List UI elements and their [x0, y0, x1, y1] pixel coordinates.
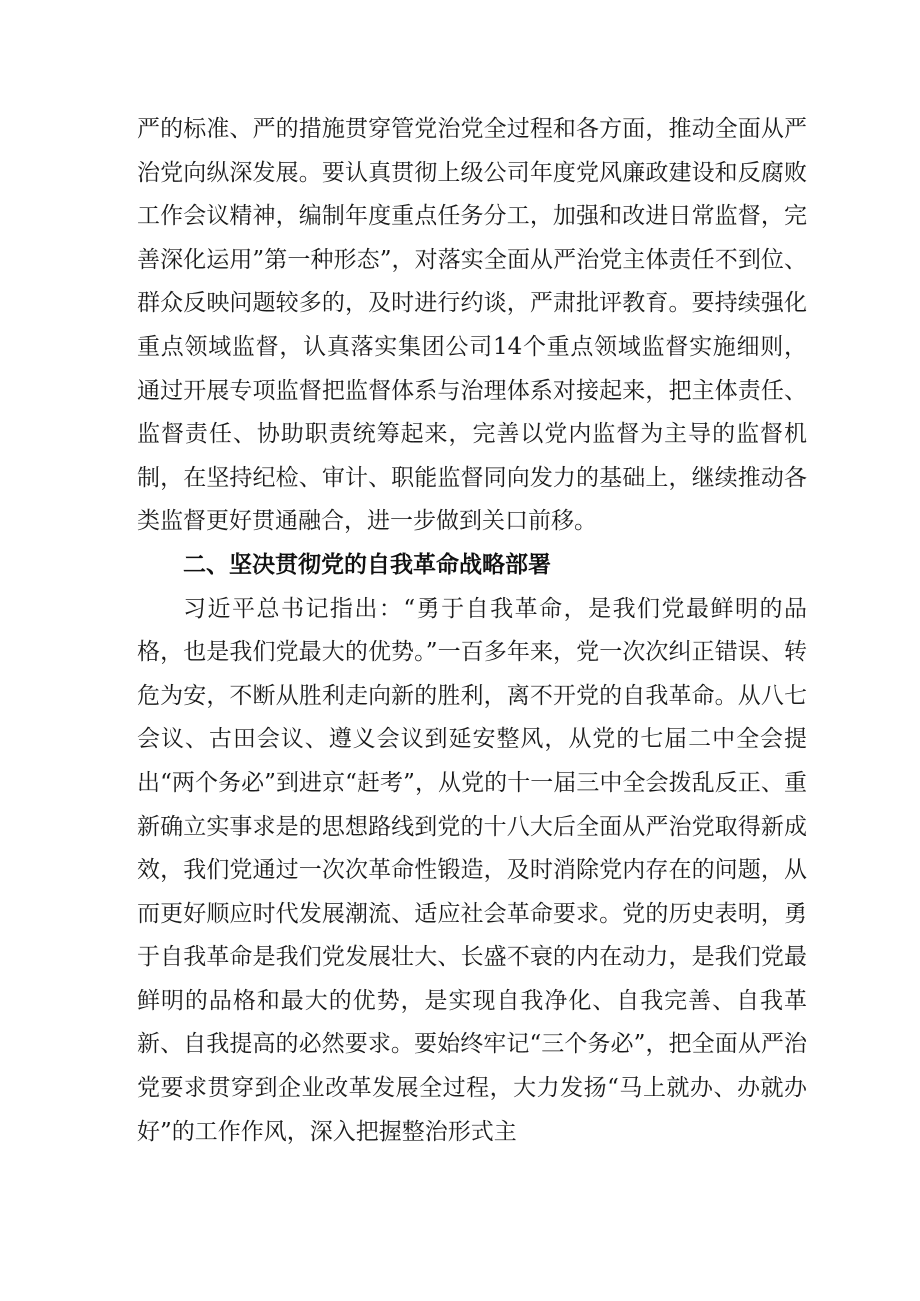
document-body	[137, 108, 807, 1154]
paragraph-self-revolution: 习近平总书记指出：“勇于自我革命，是我们党最鲜明的品格，也是我们党最大的优势。”一百多年来，党一次次纠正错误、转危为安，不断从胜利走向新的胜利，离不开党的自我革命。从八七会议、古田会议、遵义会议到延安整风，从党的七届二中全会提出“两个务必”到进京“赶考”，从党的十一届三中全会拨乱反正、重新确立实事求是的思想路线到党的十八大后全面从严治党取得新成效，我们党通过一次次革命性锻造，及时消除党内存在的问题，从而更好顺应时代发展潮流、适应社会革命要求。党的历史表明，勇于自我革命是我们党发展壮大、长盛不衰的内在动力，是我们党最鲜明的品格和最大的优势，是实现自我净化、自我完善、自我革新、自我提高的必然要求。要始终牢记“三个务必”，把全面从严治党要求贯穿到企业改革发展全过程，大力发扬“马上就办、办就办好”的工作作风，深入把握整治形式主	[137, 595, 807, 1145]
section-heading: 二、坚决贯彻党的自我革命战略部署	[183, 551, 551, 578]
paragraph-continuation: 严的标准、严的措施贯穿管党治党全过程和各方面，推动全面从严治党向纵深发展。要认真贯彻上级公司年度党风廉政建设和反腐败工作会议精神，编制年度重点任务分工，加强和改进日常监督，完善深化运用”第一种形态”，对落实全面从严治党主体责任不到位、群众反映问题较多的，及时进行约谈，严肃批评教育。要持续强化重点领域监督，认真落实集团公司14个重点领域监督实施细则，通过开展专项监督把监督体系与治理体系对接起来，把主体责任、监督责任、协助职责统筹起来，完善以党内监督为主导的监督机制，在坚持纪检、审计、职能监督同向发力的基础上，继续推动各类监督更好贯通融合，进一步做到关口前移。	[137, 116, 807, 535]
